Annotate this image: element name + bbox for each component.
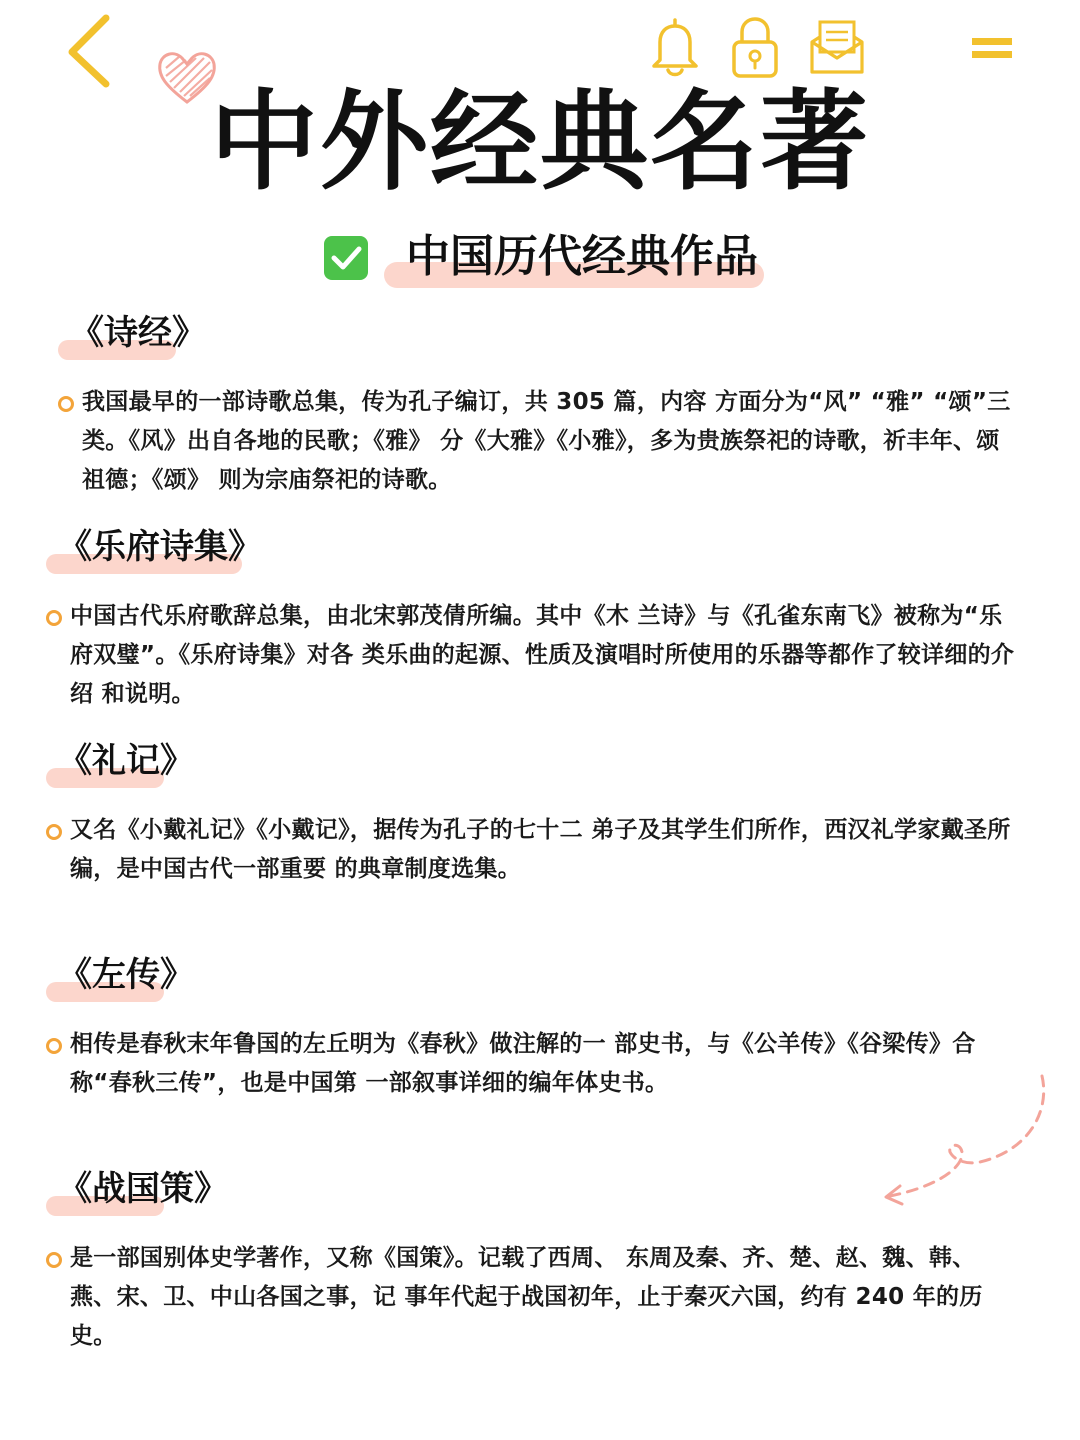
- menu-icon: [968, 34, 1016, 62]
- section-title: 《左传》: [58, 955, 194, 995]
- section-title: 《诗经》: [70, 313, 206, 353]
- bullet-icon: [46, 1252, 62, 1268]
- section-body: 中国古代乐府歌辞总集，由北宋郭茂倩所编。其中《木 兰诗》与《孔雀东南飞》被称为“乐府双璧”。《乐府诗集》对各 类乐曲的起源、性质及演唱时所使用的乐器等都作了较详细的介绍 和说明。: [70, 603, 1015, 707]
- subtitle: [320, 226, 780, 296]
- section-body: 我国最早的一部诗歌总集，传为孔子编订，共 305 篇，内容 方面分为“风” “雅” “颂”三类。《风》出自各地的民歌；《雅》 分《大雅》《小雅》，多为贵族祭祀的诗歌，祈丰年、颂祖德；《颂》 则为宗庙祭祀的诗歌。: [82, 389, 1011, 493]
- subtitle-text: 中国历代经典作品: [406, 231, 758, 282]
- section-title: 《乐府诗集》: [58, 527, 262, 567]
- bell-icon[interactable]: [648, 16, 702, 78]
- section-body: 又名《小戴礼记》《小戴记》，据传为孔子的七十二 弟子及其学生们所作，西汉礼学家戴圣所编，是中国古代一部重要 的典章制度选集。: [70, 817, 1011, 882]
- section-body: 是一部国别体史学著作，又称《国策》。记载了西周、 东周及秦、齐、楚、赵、魏、韩、燕、宋、卫、中山各国之事，记 事年代起于战国初年，止于秦灭六国，约有 240 年的历史。: [70, 1245, 983, 1349]
- bullet-icon: [46, 824, 62, 840]
- mail-icon[interactable]: [808, 18, 866, 76]
- section-title: 《战国策》: [58, 1169, 228, 1209]
- dashed-arrow-icon: [870, 1070, 1060, 1220]
- bullet-icon: [58, 396, 74, 412]
- section-title: 《礼记》: [58, 741, 194, 781]
- page-title: 中外经典名著: [209, 80, 870, 205]
- section-body: 相传是春秋末年鲁国的左丘明为《春秋》做注解的一 部史书，与《公羊传》《谷梁传》合称“春秋三传”，也是中国第 一部叙事详细的编年体史书。: [70, 1031, 976, 1096]
- bullet-icon: [46, 1038, 62, 1054]
- menu-button[interactable]: [968, 34, 1016, 62]
- checkbox-icon: [324, 236, 368, 280]
- bullet-icon: [46, 610, 62, 626]
- lock-icon[interactable]: [730, 16, 780, 80]
